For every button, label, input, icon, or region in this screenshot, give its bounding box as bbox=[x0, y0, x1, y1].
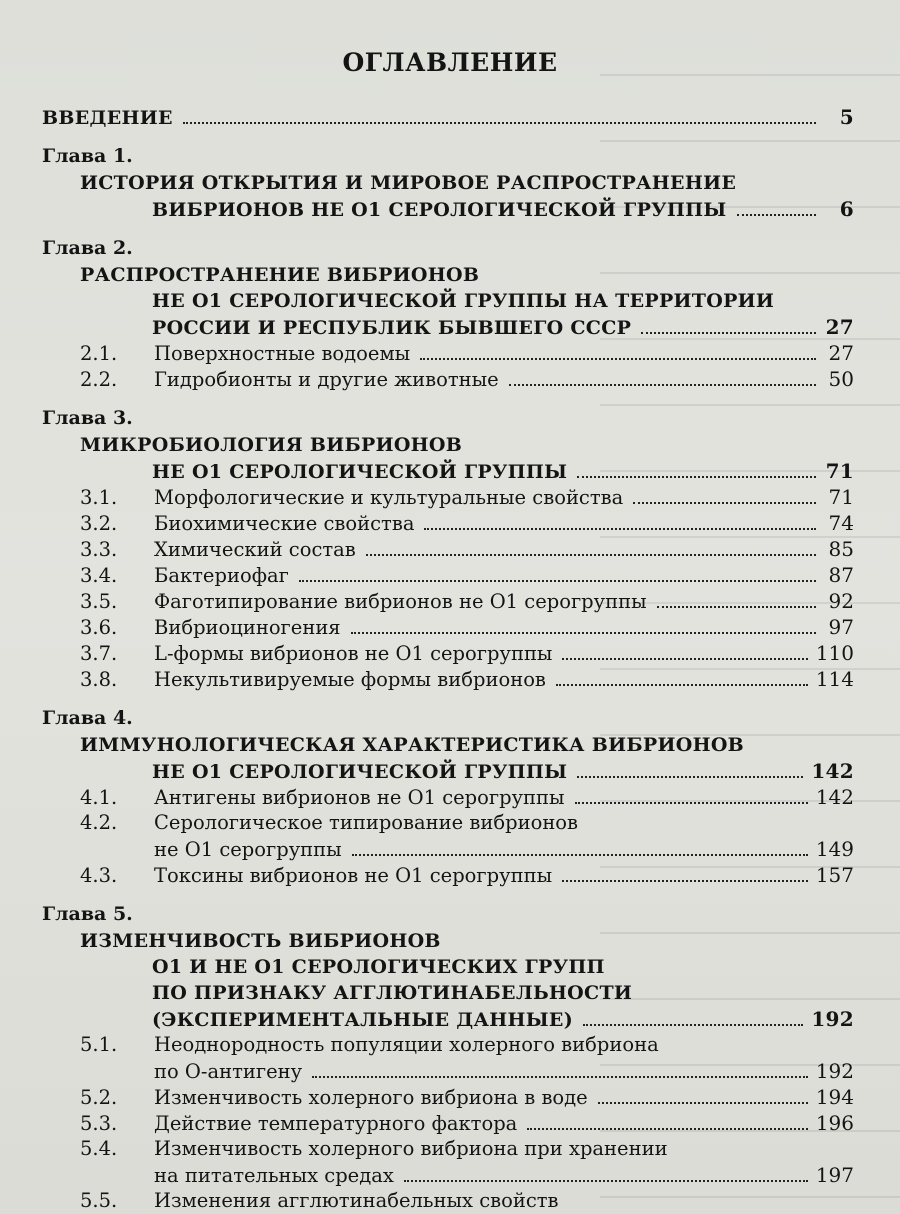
dot-leader bbox=[404, 1180, 808, 1182]
chapter-heading-text: МИКРОБИОЛОГИЯ ВИБРИОНОВ bbox=[80, 434, 463, 456]
page-number: 5 bbox=[839, 105, 854, 129]
page-number: 157 bbox=[815, 863, 854, 887]
chapter-heading-text: ИЗМЕНЧИВОСТЬ ВИБРИОНОВ bbox=[80, 930, 441, 952]
section-entry[interactable] bbox=[42, 366, 854, 392]
section-number: 4.2. bbox=[80, 811, 118, 834]
section-entry[interactable] bbox=[42, 1084, 854, 1110]
chapter-heading-text: ПО ПРИЗНАКУ АГГЛЮТИНАБЕЛЬНОСТИ bbox=[152, 982, 633, 1004]
chapter-heading-text: НЕ О1 СЕРОЛОГИЧЕСКОЙ ГРУППЫ bbox=[152, 761, 568, 783]
table-of-contents bbox=[42, 104, 854, 1214]
page-number: 149 bbox=[815, 837, 854, 861]
section-title: Вибриоциногения bbox=[154, 616, 341, 639]
chapter-heading-line[interactable] bbox=[42, 1006, 854, 1032]
page-number: 142 bbox=[815, 785, 854, 809]
page-number: 196 bbox=[815, 1111, 854, 1135]
dot-leader bbox=[183, 122, 816, 124]
section-number: 5.2. bbox=[80, 1086, 118, 1109]
section-entry[interactable] bbox=[42, 1188, 854, 1214]
chapter-heading-line[interactable] bbox=[42, 196, 854, 222]
dot-leader bbox=[577, 776, 803, 778]
chapter-heading-line bbox=[42, 732, 854, 758]
page-number: 87 bbox=[828, 563, 854, 587]
chapter-label: Глава 3. bbox=[42, 407, 133, 429]
page-number: 192 bbox=[811, 1007, 854, 1031]
section-number: 2.2. bbox=[80, 368, 118, 391]
section-entry[interactable] bbox=[42, 784, 854, 810]
page-title: ОГЛАВЛЕНИЕ bbox=[342, 48, 558, 77]
section-entry[interactable] bbox=[42, 562, 854, 588]
chapter-heading-line bbox=[42, 980, 854, 1006]
chapter-heading-line bbox=[42, 288, 854, 314]
section-title: Бактериофаг bbox=[154, 564, 289, 587]
dot-leader bbox=[575, 802, 808, 804]
dot-leader bbox=[583, 1024, 803, 1026]
section-number: 3.6. bbox=[80, 616, 118, 639]
dot-leader bbox=[598, 1102, 808, 1104]
dot-leader bbox=[562, 880, 808, 882]
section-number: 4.1. bbox=[80, 786, 118, 809]
section-entry[interactable] bbox=[42, 588, 854, 614]
page-number: 71 bbox=[825, 459, 854, 483]
section-number: 5.5. bbox=[80, 1189, 118, 1212]
section-title: Изменчивость холерного вибриона в воде bbox=[154, 1086, 588, 1109]
dot-leader bbox=[509, 384, 816, 386]
chapter-heading-text: ИСТОРИЯ ОТКРЫТИЯ И МИРОВОЕ РАСПРОСТРАНЕНИЕ bbox=[80, 172, 737, 194]
section-entry[interactable] bbox=[42, 484, 854, 510]
dot-leader bbox=[527, 1128, 808, 1130]
dot-leader bbox=[633, 502, 816, 504]
page-number: 142 bbox=[811, 759, 854, 783]
section-entry-continued[interactable] bbox=[42, 1162, 854, 1188]
chapter-label: Глава 2. bbox=[42, 237, 133, 259]
dot-leader bbox=[424, 528, 816, 530]
dot-leader bbox=[562, 658, 807, 660]
chapter-heading-text: ИММУНОЛОГИЧЕСКАЯ ХАРАКТЕРИСТИКА ВИБРИОНОВ bbox=[80, 734, 745, 756]
chapter-heading-line bbox=[42, 432, 854, 458]
intro-label: ВВЕДЕНИЕ bbox=[42, 107, 173, 129]
section-title: Изменчивость холерного вибриона при хранении bbox=[154, 1137, 668, 1160]
section-title: Химический состав bbox=[154, 538, 356, 561]
section-number: 2.1. bbox=[80, 342, 118, 365]
section-number: 3.3. bbox=[80, 538, 118, 561]
section-entry[interactable] bbox=[42, 1110, 854, 1136]
section-title-cont: по О-антигену bbox=[154, 1060, 303, 1083]
chapter-heading-text: (ЭКСПЕРИМЕНТАЛЬНЫЕ ДАННЫЕ) bbox=[152, 1009, 573, 1031]
section-title-cont: на питательных средах bbox=[154, 1164, 394, 1187]
chapter-heading-text: РАСПРОСТРАНЕНИЕ ВИБРИОНОВ bbox=[80, 264, 480, 286]
section-entry[interactable] bbox=[42, 1032, 854, 1058]
section-title: Токсины вибрионов не О1 серогруппы bbox=[154, 864, 553, 887]
chapter-heading-text: НЕ О1 СЕРОЛОГИЧЕСКОЙ ГРУППЫ НА ТЕРРИТОРИИ bbox=[152, 290, 775, 312]
dot-leader bbox=[351, 632, 816, 634]
section-number: 5.3. bbox=[80, 1112, 118, 1135]
section-entry-continued[interactable] bbox=[42, 1058, 854, 1084]
section-title: L-формы вибрионов не О1 серогруппы bbox=[154, 642, 553, 665]
section-title: Фаготипирование вибрионов не О1 серогруппы bbox=[154, 590, 647, 613]
section-number: 5.4. bbox=[80, 1137, 118, 1160]
chapter-heading-text: О1 И НЕ О1 СЕРОЛОГИЧЕСКИХ ГРУПП bbox=[152, 956, 605, 978]
section-entry[interactable] bbox=[42, 640, 854, 666]
section-number: 3.5. bbox=[80, 590, 118, 613]
page-number: 194 bbox=[815, 1085, 854, 1109]
section-number: 5.1. bbox=[80, 1033, 118, 1056]
page-number: 6 bbox=[839, 197, 854, 221]
page-number: 85 bbox=[828, 537, 854, 561]
dot-leader bbox=[577, 476, 816, 478]
section-title: Серологическое типирование вибрионов bbox=[154, 811, 579, 834]
chapter-label: Глава 1. bbox=[42, 145, 133, 167]
section-title: Морфологические и культуральные свойства bbox=[154, 486, 624, 509]
section-number: 3.1. bbox=[80, 486, 118, 509]
chapter-heading-text: ВИБРИОНОВ НЕ О1 СЕРОЛОГИЧЕСКОЙ ГРУППЫ bbox=[152, 199, 727, 221]
chapter-heading-line bbox=[42, 954, 854, 980]
chapter-heading-text: РОССИИ И РЕСПУБЛИК БЫВШЕГО СССР bbox=[152, 317, 632, 339]
section-entry[interactable] bbox=[42, 666, 854, 692]
dot-leader bbox=[641, 332, 816, 334]
page-number: 110 bbox=[815, 641, 854, 665]
section-title-cont: не О1 серогруппы bbox=[154, 838, 342, 861]
section-entry-continued[interactable] bbox=[42, 836, 854, 862]
chapter-label: Глава 4. bbox=[42, 707, 133, 729]
page-number: 97 bbox=[828, 615, 854, 639]
section-title: Гидробионты и другие животные bbox=[154, 368, 499, 391]
chapter-list bbox=[42, 130, 854, 1214]
dot-leader bbox=[737, 214, 816, 216]
dot-leader bbox=[352, 854, 808, 856]
section-entry[interactable] bbox=[42, 340, 854, 366]
section-title: Некультивируемые формы вибрионов bbox=[154, 668, 546, 691]
dot-leader bbox=[366, 554, 816, 556]
section-title: Действие температурного фактора bbox=[154, 1112, 518, 1135]
section-title: Биохимические свойства bbox=[154, 512, 415, 535]
section-title: Изменения агглютинабельных свойств bbox=[154, 1189, 559, 1212]
section-number: 3.4. bbox=[80, 564, 118, 587]
page-number: 192 bbox=[815, 1059, 854, 1083]
chapter-heading-text: НЕ О1 СЕРОЛОГИЧЕСКОЙ ГРУППЫ bbox=[152, 461, 568, 483]
page-number: 92 bbox=[828, 589, 854, 613]
section-entry[interactable] bbox=[42, 1136, 854, 1162]
page-number: 197 bbox=[815, 1163, 854, 1187]
chapter-heading-line bbox=[42, 928, 854, 954]
section-entry[interactable] bbox=[42, 862, 854, 888]
section-title: Поверхностные водоемы bbox=[154, 342, 411, 365]
section-number: 3.2. bbox=[80, 512, 118, 535]
page-number: 27 bbox=[828, 341, 854, 365]
dot-leader bbox=[299, 580, 816, 582]
section-entry[interactable] bbox=[42, 810, 854, 836]
toc-intro[interactable] bbox=[42, 104, 854, 130]
chapter-label: Глава 5. bbox=[42, 903, 133, 925]
page-number: 114 bbox=[815, 667, 854, 691]
section-entry[interactable] bbox=[42, 614, 854, 640]
section-title: Антигены вибрионов не О1 серогруппы bbox=[154, 786, 565, 809]
chapter-heading-line[interactable] bbox=[42, 458, 854, 484]
section-number: 3.7. bbox=[80, 642, 118, 665]
section-number: 3.8. bbox=[80, 668, 118, 691]
chapter-heading-line[interactable] bbox=[42, 758, 854, 784]
dot-leader bbox=[420, 358, 816, 360]
page-number: 74 bbox=[828, 511, 854, 535]
page-number: 71 bbox=[828, 485, 854, 509]
section-entry[interactable] bbox=[42, 510, 854, 536]
page-number: 50 bbox=[828, 367, 854, 391]
dot-leader bbox=[657, 606, 816, 608]
section-entry[interactable] bbox=[42, 536, 854, 562]
dot-leader bbox=[312, 1076, 808, 1078]
section-title: Неоднородность популяции холерного вибриона bbox=[154, 1033, 659, 1056]
chapter-heading-line bbox=[42, 262, 854, 288]
chapter-heading-line bbox=[42, 170, 854, 196]
dot-leader bbox=[556, 684, 808, 686]
section-number: 4.3. bbox=[80, 864, 118, 887]
page-number: 27 bbox=[825, 315, 854, 339]
chapter-heading-line[interactable] bbox=[42, 314, 854, 340]
